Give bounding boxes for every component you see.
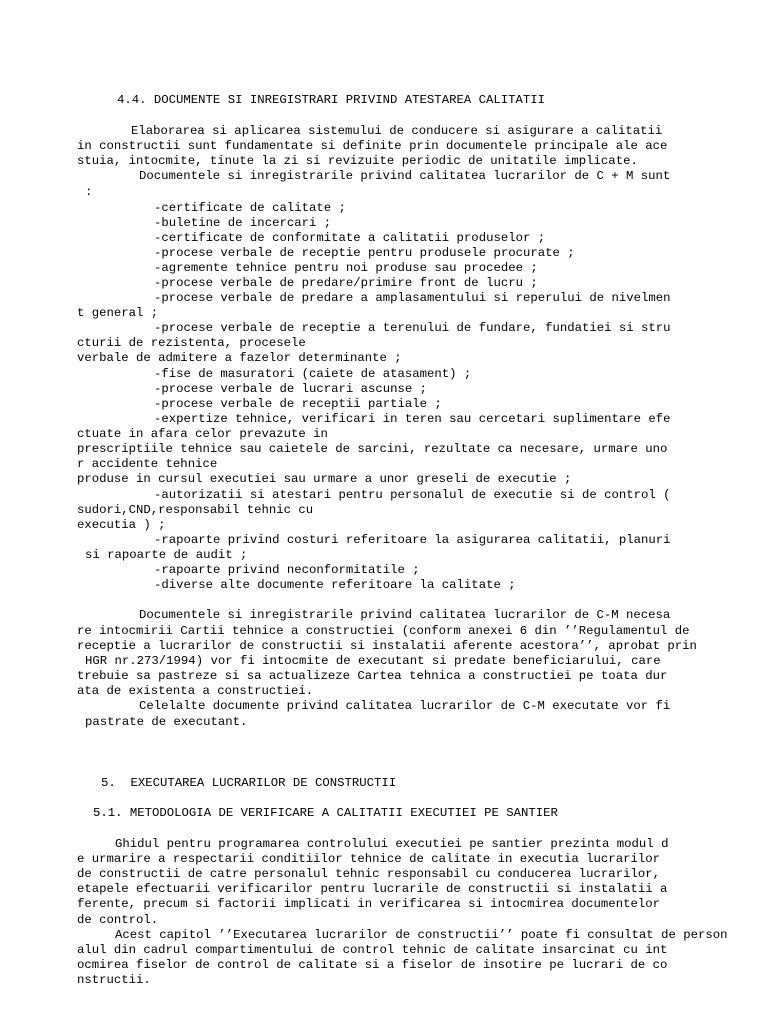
text-line: Acest capitol ’’Executarea lucrarilor de constructii’’ poate fi consultat de person <box>115 928 728 942</box>
list-item: -procese verbale de lucrari ascunse ; <box>154 382 428 396</box>
text-line: executia ) ; <box>77 518 166 532</box>
list-item: -expertize tehnice, verificari in teren sau cercetari suplimentare efe <box>154 412 671 426</box>
text-line: Documentele si inregistrarile privind calitatea lucrarilor de C + M sunt <box>139 169 671 183</box>
list-item: -buletine de incercari ; <box>154 216 332 230</box>
text-line: e urmarire a respectarii conditiilor tehnice de calitate in executia lucrarilor <box>77 852 660 866</box>
text-line: alul din cadrul compartimentului de control tehnic de calitate insarcinat cu int <box>77 943 668 957</box>
text-line: HGR nr.273/1994) vor fi intocmite de executant si predate beneficiarului, care <box>85 654 661 668</box>
text-line: re intocmirii Cartii tehnice a constructiei (conform anexei 6 din ’’Regulamentul de <box>77 624 690 638</box>
list-item: -agremente tehnice pentru noi produse sau procedee ; <box>154 261 538 275</box>
text-line: de constructii de catre personalul tehnic responsabil cu conducerea lucrarilor, <box>77 867 660 881</box>
text-line: ocmirea fiselor de control de calitate si a fiselor de insotire pe lucrari de co <box>77 958 668 972</box>
list-item: -procese verbale de receptie a terenului de fundare, fundatiei si stru <box>154 321 671 335</box>
text-line: in constructii sunt fundamentate si definite prin documentele principale ale ace <box>77 139 668 153</box>
text-line: si rapoarte de audit ; <box>85 548 248 562</box>
text-line: stuia, intocmite, tinute la zi si revizuite periodic de unitatile implicate. <box>77 154 638 168</box>
list-item: -autorizatii si atestari pentru personalul de executie si de control ( <box>154 488 671 502</box>
text-line: Elaborarea si aplicarea sistemului de conducere si asigurare a calitatii <box>131 124 663 138</box>
text-line: etapele efectuarii verificarilor pentru lucrarile de constructii si instalatii a <box>77 882 668 896</box>
text-line: ata de existenta a constructiei. <box>77 684 314 698</box>
list-item: -certificate de calitate ; <box>154 201 346 215</box>
text-line: pastrate de executant. <box>85 715 248 729</box>
text-line: ctuate in afara celor prevazute in <box>77 427 328 441</box>
text-line: produse in cursul executiei sau urmare a unor greseli de executie ; <box>77 472 572 486</box>
text-line: trebuie sa pastreze si sa actualizeze Cartea tehnica a constructiei pe toata dur <box>77 669 668 683</box>
section-heading-4-4: 4.4. DOCUMENTE SI INREGISTRARI PRIVIND ATESTAREA CALITATII <box>117 93 546 107</box>
text-line: r accidente tehnice <box>77 457 218 471</box>
list-item: -procese verbale de predare a amplasamentului si reperului de nivelmen <box>154 291 671 305</box>
list-item: -rapoarte privind neconformitatile ; <box>154 563 420 577</box>
text-line: : <box>85 185 93 199</box>
text-line: de control. <box>77 913 159 927</box>
list-item: -rapoarte privind costuri referitoare la asigurarea calitatii, planuri <box>154 533 671 547</box>
list-item: -certificate de conformitate a calitatii produselor ; <box>154 231 546 245</box>
section-heading-5-1: 5.1. METODOLOGIA DE VERIFICARE A CALITATII EXECUTIEI PE SANTIER <box>93 806 558 820</box>
list-item: -procese verbale de predare/primire front de lucru ; <box>154 276 538 290</box>
list-item: -fise de masuratori (caiete de atasament) ; <box>154 367 472 381</box>
text-line: sudori,CND,responsabil tehnic cu <box>77 503 314 517</box>
text-line: t general ; <box>77 306 159 320</box>
list-item: -procese verbale de receptii partiale ; <box>154 397 442 411</box>
text-line: Ghidul pentru programarea controlului executiei pe santier prezinta modul d <box>115 837 669 851</box>
list-item: -procese verbale de receptie pentru produsele procurate ; <box>154 246 575 260</box>
text-line: Celelalte documente privind calitatea lucrarilor de C-M executate vor fi <box>139 699 671 713</box>
text-line: nstructii. <box>77 973 151 987</box>
list-item: -diverse alte documente referitoare la calitate ; <box>154 578 516 592</box>
text-line: ferente, precum si factorii implicati in verificarea si intocmirea documentelor <box>77 897 660 911</box>
section-heading-5: 5. EXECUTAREA LUCRARILOR DE CONSTRUCTII <box>101 776 397 790</box>
text-line: Documentele si inregistrarile privind calitatea lucrarilor de C-M necesa <box>139 608 671 622</box>
text-line: cturii de rezistenta, procesele <box>77 336 306 350</box>
text-line: receptie a lucrarilor de constructii si instalatii aferente acestora’’, aprobat prin <box>77 639 697 653</box>
text-line: prescriptiile tehnice sau caietele de sarcini, rezultate ca necesare, urmare uno <box>77 442 668 456</box>
text-line: verbale de admitere a fazelor determinante ; <box>77 351 402 365</box>
